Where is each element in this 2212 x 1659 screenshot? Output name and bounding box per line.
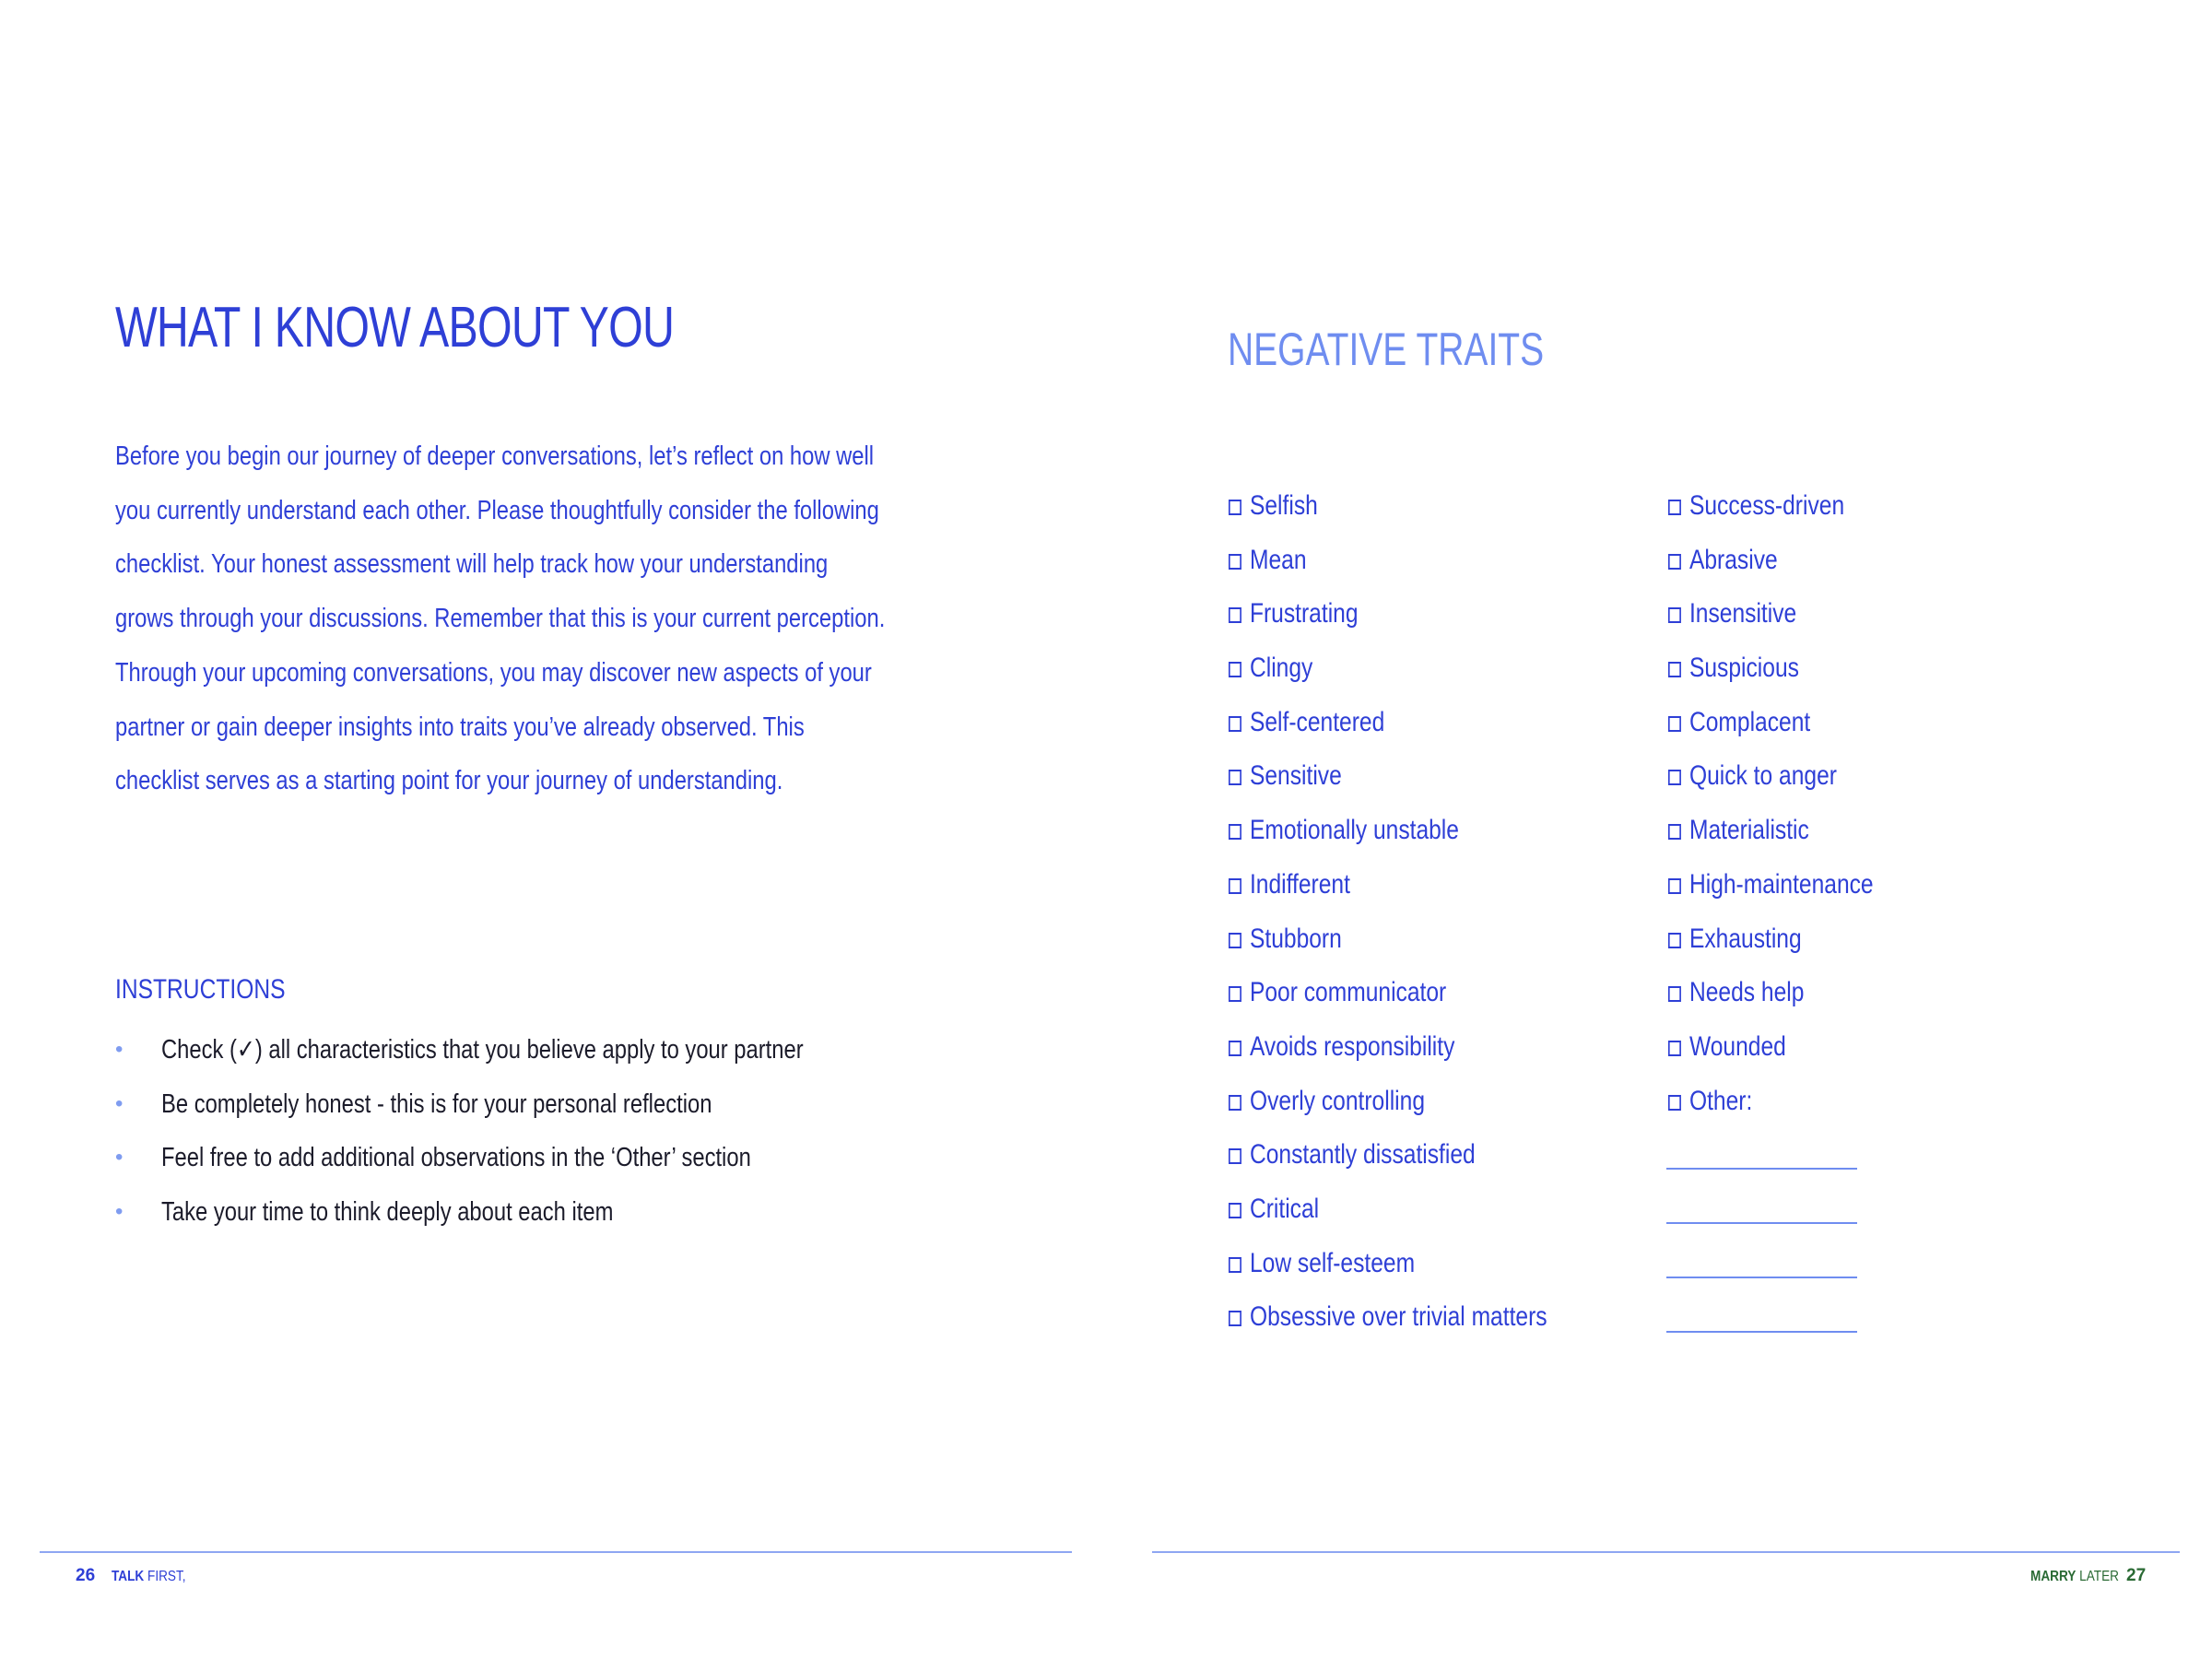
trait-label: Other:	[1688, 1085, 1753, 1116]
trait-checkbox[interactable]	[1229, 479, 1547, 534]
trait-label: Wounded	[1688, 1030, 1786, 1062]
other-write-in-line[interactable]	[1666, 1277, 1857, 1278]
other-write-in-line[interactable]	[1666, 1331, 1857, 1333]
trait-checkbox[interactable]	[1229, 858, 1547, 912]
trait-checkbox[interactable]	[1668, 749, 1874, 804]
trait-label: Exhausting	[1688, 923, 1802, 954]
checkbox-icon[interactable]	[1668, 500, 1681, 515]
footer-divider	[40, 1551, 1072, 1553]
trait-checkbox[interactable]	[1668, 587, 1874, 641]
section-title: NEGATIVE TRAITS	[1228, 324, 1545, 375]
instruction-text: Be completely honest - this is for your personal reflection	[161, 1088, 712, 1119]
trait-checkbox[interactable]	[1229, 804, 1547, 858]
traits-column-2	[1668, 479, 1918, 1128]
instruction-text: Check (✓) all characteristics that you believe apply to your partner	[161, 1035, 804, 1065]
trait-checkbox[interactable]	[1668, 1020, 1874, 1075]
trait-label: Obsessive over trivial matters	[1249, 1301, 1547, 1333]
trait-checkbox[interactable]	[1229, 1128, 1547, 1182]
bullet-icon: •	[115, 1199, 124, 1225]
trait-label: Needs help	[1688, 977, 1805, 1008]
trait-label: High-maintenance	[1688, 868, 1874, 900]
trait-label: Complacent	[1688, 706, 1811, 737]
trait-label: Materialistic	[1688, 815, 1809, 846]
checkbox-icon[interactable]	[1229, 1203, 1241, 1218]
trait-checkbox[interactable]	[1229, 587, 1547, 641]
trait-label: Emotionally unstable	[1249, 815, 1459, 846]
trait-checkbox[interactable]	[1229, 912, 1547, 967]
trait-label: Stubborn	[1249, 923, 1342, 954]
trait-label: Selfish	[1249, 490, 1318, 521]
trait-label: Self-centered	[1249, 706, 1385, 737]
checkbox-icon[interactable]	[1229, 500, 1241, 515]
trait-checkbox[interactable]	[1668, 641, 1874, 696]
checkbox-icon[interactable]	[1229, 770, 1241, 785]
trait-checkbox[interactable]	[1668, 696, 1874, 750]
running-head-rest: FIRST,	[144, 1569, 186, 1584]
checkbox-icon[interactable]	[1229, 1041, 1241, 1056]
checkbox-icon[interactable]	[1229, 986, 1241, 1002]
checkbox-icon[interactable]	[1229, 1257, 1241, 1273]
checkbox-icon[interactable]	[1229, 1311, 1241, 1326]
page-title: WHAT I KNOW ABOUT YOU	[115, 296, 675, 359]
trait-label: Insensitive	[1688, 598, 1797, 629]
trait-checkbox[interactable]	[1229, 534, 1547, 588]
traits-column-1	[1229, 479, 1617, 1345]
bullet-icon: •	[115, 1037, 124, 1062]
trait-checkbox[interactable]	[1229, 1182, 1547, 1237]
page-number: 26	[76, 1566, 96, 1585]
trait-checkbox[interactable]	[1229, 749, 1547, 804]
trait-label: Clingy	[1249, 653, 1313, 684]
trait-checkbox[interactable]	[1229, 1237, 1547, 1291]
other-write-in-line[interactable]	[1666, 1222, 1857, 1224]
trait-label: Overly controlling	[1249, 1085, 1426, 1116]
running-head	[2030, 1569, 2119, 1585]
trait-checkbox[interactable]	[1229, 1020, 1547, 1075]
trait-checkbox[interactable]	[1668, 912, 1874, 967]
checkbox-icon[interactable]	[1229, 1148, 1241, 1164]
bullet-icon: •	[115, 1090, 124, 1116]
checkbox-icon[interactable]	[1668, 1041, 1681, 1056]
trait-label: Quick to anger	[1688, 760, 1837, 792]
trait-label: Avoids responsibility	[1249, 1030, 1455, 1062]
checkbox-icon[interactable]	[1668, 662, 1681, 677]
checkbox-icon[interactable]	[1668, 1095, 1681, 1111]
checkbox-icon[interactable]	[1668, 770, 1681, 785]
checkbox-icon[interactable]	[1668, 716, 1681, 732]
trait-checkbox[interactable]	[1229, 966, 1547, 1020]
checkbox-icon[interactable]	[1668, 554, 1681, 570]
trait-label: Critical	[1249, 1193, 1320, 1224]
checkbox-icon[interactable]	[1229, 1095, 1241, 1111]
trait-label: Poor communicator	[1249, 977, 1447, 1008]
trait-label: Frustrating	[1249, 598, 1359, 629]
trait-label: Indifferent	[1249, 868, 1350, 900]
trait-checkbox[interactable]	[1668, 479, 1874, 534]
other-checkbox[interactable]	[1668, 1075, 1874, 1129]
running-head-rest: LATER	[2076, 1569, 2119, 1584]
trait-checkbox[interactable]	[1229, 1075, 1547, 1129]
checkbox-icon[interactable]	[1229, 824, 1241, 840]
instruction-text: Take your time to think deeply about each item	[161, 1197, 614, 1228]
trait-checkbox[interactable]	[1229, 641, 1547, 696]
trait-checkbox[interactable]	[1668, 966, 1874, 1020]
trait-label: Low self-esteem	[1249, 1247, 1416, 1278]
running-head-bold: MARRY	[2030, 1569, 2077, 1584]
bullet-icon: •	[115, 1145, 124, 1171]
trait-checkbox[interactable]	[1668, 534, 1874, 588]
trait-checkbox[interactable]	[1229, 696, 1547, 750]
instructions-heading: INSTRUCTIONS	[115, 974, 286, 1005]
right-page	[1106, 0, 2212, 1659]
checkbox-icon[interactable]	[1668, 607, 1681, 623]
checkbox-icon[interactable]	[1229, 607, 1241, 623]
other-write-in-line[interactable]	[1666, 1168, 1857, 1170]
running-head-bold: TALK	[112, 1569, 145, 1584]
footer-divider	[1152, 1551, 2180, 1553]
checkbox-icon[interactable]	[1229, 662, 1241, 677]
trait-label: Sensitive	[1249, 760, 1342, 792]
trait-checkbox[interactable]	[1229, 1290, 1547, 1345]
page-number: 27	[2126, 1566, 2147, 1585]
checkbox-icon[interactable]	[1229, 554, 1241, 570]
checkbox-icon[interactable]	[1668, 933, 1681, 948]
trait-label: Suspicious	[1688, 653, 1799, 684]
checkbox-icon[interactable]	[1668, 986, 1681, 1002]
checkbox-icon[interactable]	[1668, 878, 1681, 894]
checkbox-icon[interactable]	[1668, 824, 1681, 840]
trait-label: Mean	[1249, 544, 1307, 575]
trait-checkbox[interactable]	[1668, 858, 1874, 912]
checkbox-icon[interactable]	[1229, 933, 1241, 948]
trait-label: Constantly dissatisfied	[1249, 1139, 1476, 1171]
trait-checkbox[interactable]	[1668, 804, 1874, 858]
intro-paragraph: Before you begin our journey of deeper conversations, let’s reflect on how well you currently understand each other. Please thoughtfully consider the following checklist. Your honest assessment will help track how your understanding grows through your discussions. Remember that this is your current perception. Through your upcoming conversations, you may discover new aspects of your partner or gain deeper insights into traits you’ve already observed. This checklist serves as a starting point for your journey of understanding.	[115, 441, 886, 796]
trait-label: Abrasive	[1688, 544, 1778, 575]
checkbox-icon[interactable]	[1229, 716, 1241, 732]
checkbox-icon[interactable]	[1229, 878, 1241, 894]
trait-label: Success-driven	[1688, 490, 1845, 521]
running-head	[112, 1569, 186, 1585]
instruction-text: Feel free to add additional observations in the ‘Other’ section	[161, 1143, 751, 1173]
